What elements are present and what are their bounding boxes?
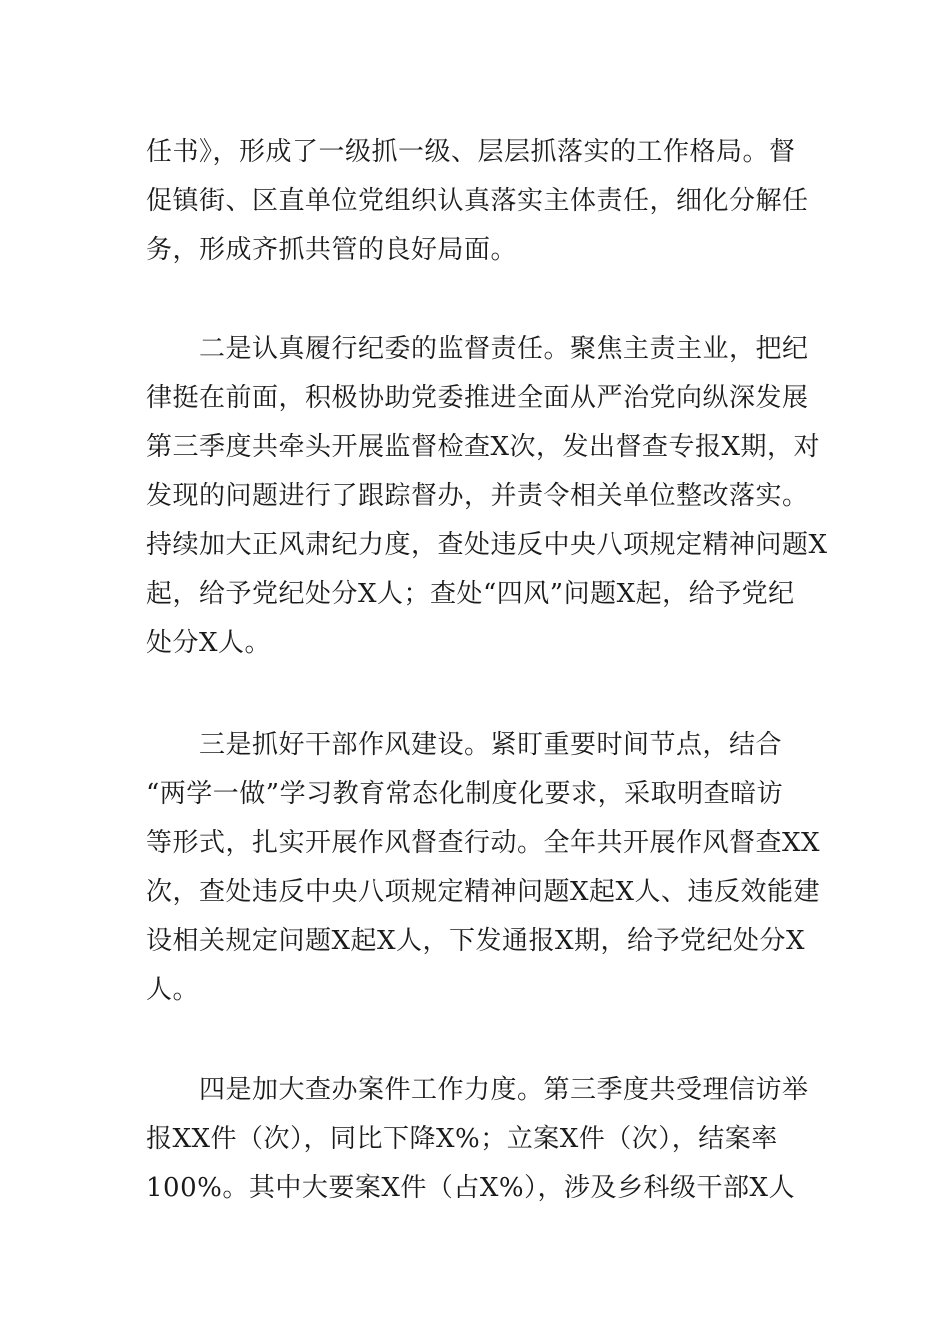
- paragraph-line: 务，形成齐抓共管的良好局面。: [146, 235, 518, 265]
- paragraph-line: 人。: [146, 975, 200, 1005]
- paragraph-line: 报XX件（次），同比下降X%；立案X件（次），结案率: [146, 1124, 778, 1154]
- paragraph-1: [146, 128, 810, 275]
- paragraph-line: “两学一做”学习教育常态化制度化要求，采取明查暗访: [146, 779, 784, 809]
- paragraph-line: 律挺在前面，积极协助党委推进全面从严治党向纵深发展: [146, 383, 809, 413]
- paragraph-2: [146, 325, 828, 668]
- paragraph-line: 任书》，形成了一级抓一级、层层抓落实的工作格局。督: [146, 137, 796, 167]
- paragraph-line: 持续加大正风肃纪力度，查处违反中央八项规定精神问题X: [146, 530, 828, 560]
- paragraph-line: 处分X人。: [146, 628, 272, 658]
- paragraph-line: 等形式，扎实开展作风督查行动。全年共开展作风督查XX: [146, 828, 821, 858]
- paragraph-line: 促镇街、区直单位党组织认真落实主体责任，细化分解任: [146, 186, 809, 216]
- paragraph-line: 起，给予党纪处分X人；查处“四风”问题X起，给予党纪: [146, 579, 795, 609]
- paragraph-line: 第三季度共牵头开展监督检查X次，发出督查专报X期，对: [146, 432, 821, 462]
- paragraph-line: 发现的问题进行了跟踪督办，并责令相关单位整改落实。: [146, 481, 809, 511]
- paragraph-line: 二是认真履行纪委的监督责任。聚焦主责主业，把纪: [146, 334, 809, 364]
- paragraph-line: 四是加大查办案件工作力度。第三季度共受理信访举: [146, 1075, 809, 1105]
- paragraph-3: [146, 721, 821, 1015]
- paragraph-4: [146, 1066, 810, 1213]
- paragraph-line: 100%。其中大要案X件（占X%），涉及乡科级干部X人: [146, 1173, 796, 1203]
- paragraph-line: 次，查处违反中央八项规定精神问题X起X人、违反效能建: [146, 877, 821, 907]
- paragraph-line: 三是抓好干部作风建设。紧盯重要时间节点，结合: [146, 730, 783, 760]
- paragraph-line: 设相关规定问题X起X人，下发通报X期，给予党纪处分X: [146, 926, 806, 956]
